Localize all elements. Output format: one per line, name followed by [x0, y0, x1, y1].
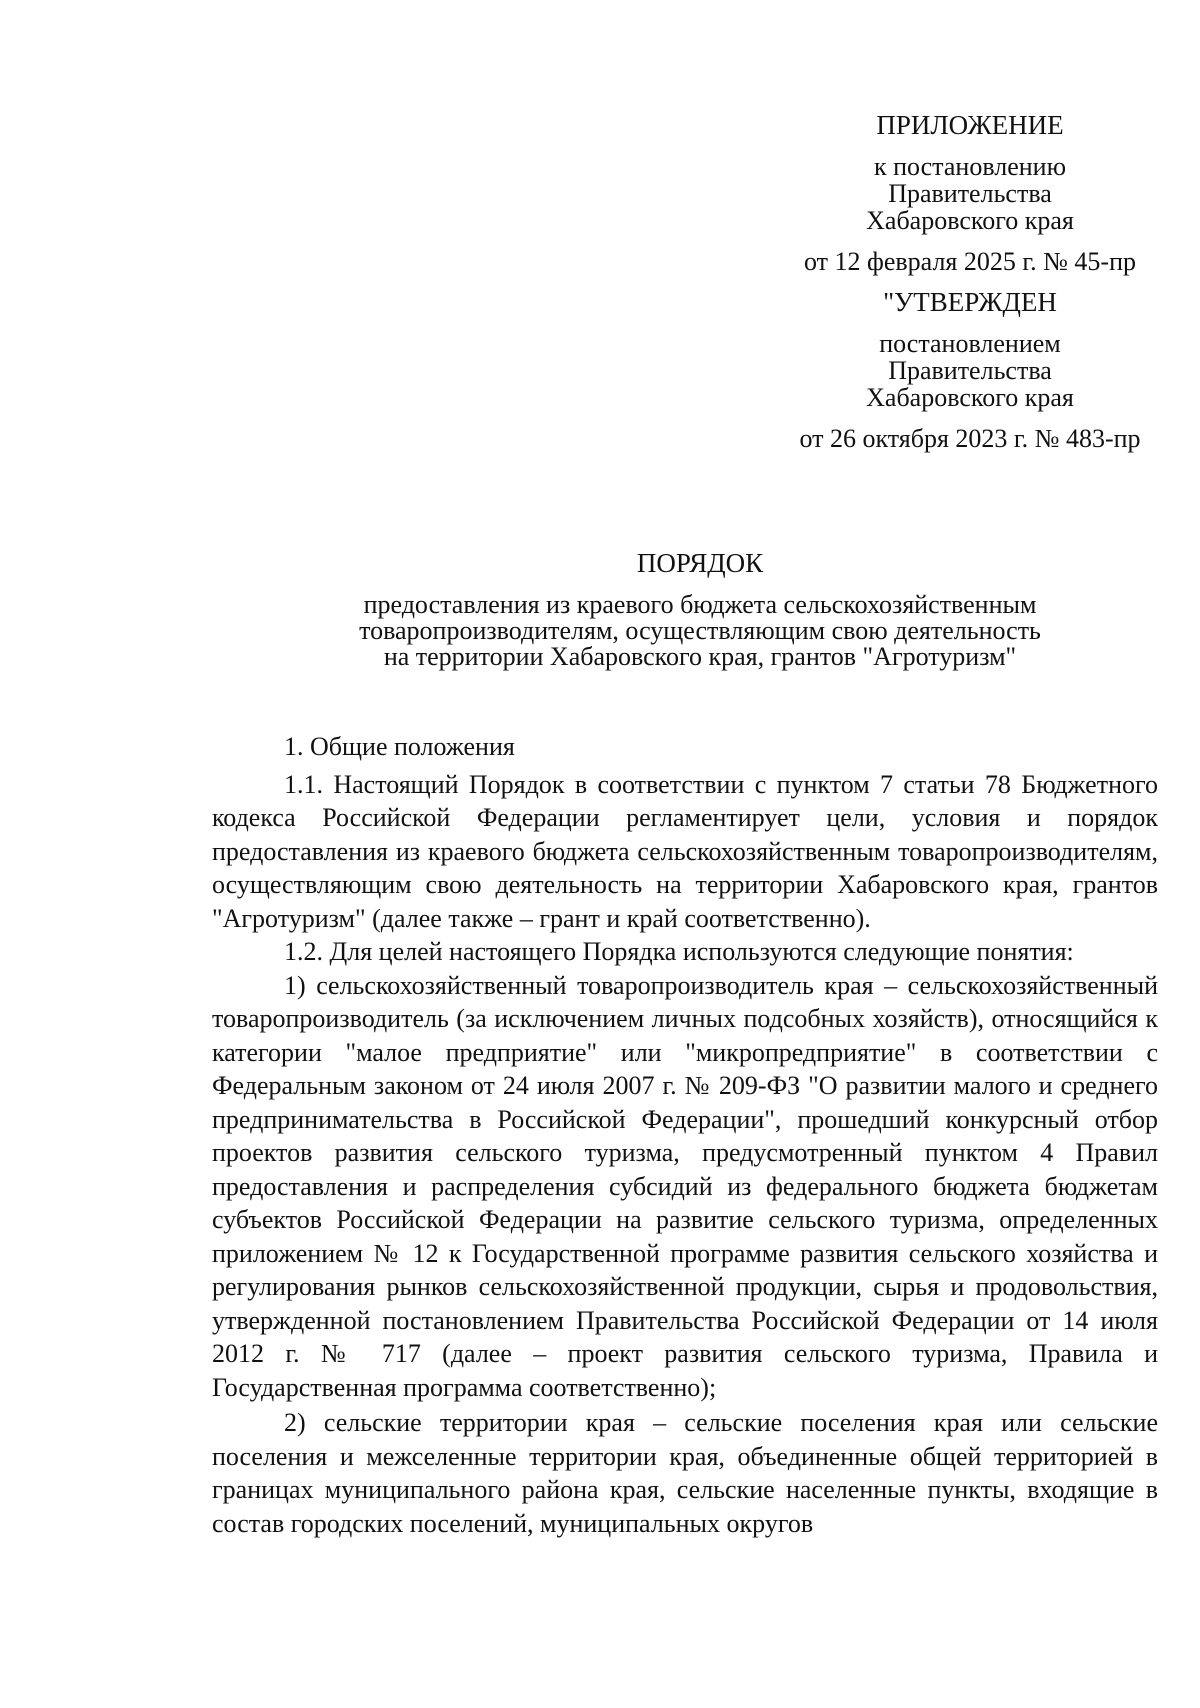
paragraph-1-2: 1.2. Для целей настоящего Порядка используются следующие понятия: [284, 937, 1074, 966]
title-line: товаропроизводителям, осуществляющим свою деятельность [359, 616, 1041, 645]
appendix-line: Правительства [888, 179, 1052, 208]
approved-line: Хабаровского края [866, 383, 1074, 412]
approved-line: Правительства [888, 356, 1052, 385]
title-line: на территории Хабаровского края, грантов "Агротуризм" [383, 642, 1017, 671]
appendix-heading: ПРИЛОЖЕНИЕ [876, 110, 1064, 140]
document-body [212, 730, 1158, 1540]
approved-heading: "УТВЕРЖДЕН [883, 287, 1057, 317]
approved-date: от 26 октября 2023 г. № 483-пр [799, 424, 1141, 453]
definition-item-1: 1) сельскохозяйственный товаропроизводитель края – сельскохозяйственный товаропроизводитель (за исключением личных подсобных хозяйств), относящийся к категории "малое предприятие" или "микропредприятие" в соответствии с Федеральным законом от 24 июля 2007 г. № 209-ФЗ "О развитии малого и среднего предпринимательства в Российской Федерации", прошедший конкурсный отбор проектов развития сельского туризма, предусмотренный пунктом 4 Правил предоставления и распределения субсидий из федерального бюджета бюджетам субъектов Российской Федерации на развитие сельского туризма, определенных приложением № 12 к Государственной программе развития сельского хозяйства и регулирования рынков сельскохозяйственной продукции, сырья и продовольствия, утвержденной постановлением Правительства Российской Федерации от 14 июля 2012 г. № 717 (далее – проект развития сельского туризма, Правила и Государственная программа соответственно); [212, 970, 1158, 1402]
title-line: предоставления из краевого бюджета сельскохозяйственным [363, 590, 1037, 619]
approved-line: постановлением [879, 329, 1061, 358]
section-heading: 1. Общие положения [284, 732, 515, 761]
title-main: ПОРЯДОК [636, 548, 764, 578]
paragraph-1-1: 1.1. Настоящий Порядок в соответствии с пунктом 7 статьи 78 Бюджетного кодекса Российской Федерации регламентирует цели, условия и порядок предоставления из краевого бюджета сельскохозяйственным товаропроизводителям, осуществляющим свою деятельность на территории Хабаровского края, грантов "Агротуризм" (далее также – грант и край соответственно). [212, 769, 1158, 933]
appendix-line: к постановлению [873, 152, 1067, 181]
appendix-line: Хабаровского края [866, 206, 1074, 235]
definition-item-2: 2) сельские территории края – сельские поселения края или сельские поселения и межселенные территории края, объединенные общей территорией в границах муниципального района края, сельские населенные пункты, входящие в состав городских поселений, муниципальных округов [212, 1408, 1158, 1538]
appendix-block [760, 112, 1180, 452]
appendix-date: от 12 февраля 2025 г. № 45-пр [804, 247, 1136, 276]
document-title [200, 550, 1200, 670]
